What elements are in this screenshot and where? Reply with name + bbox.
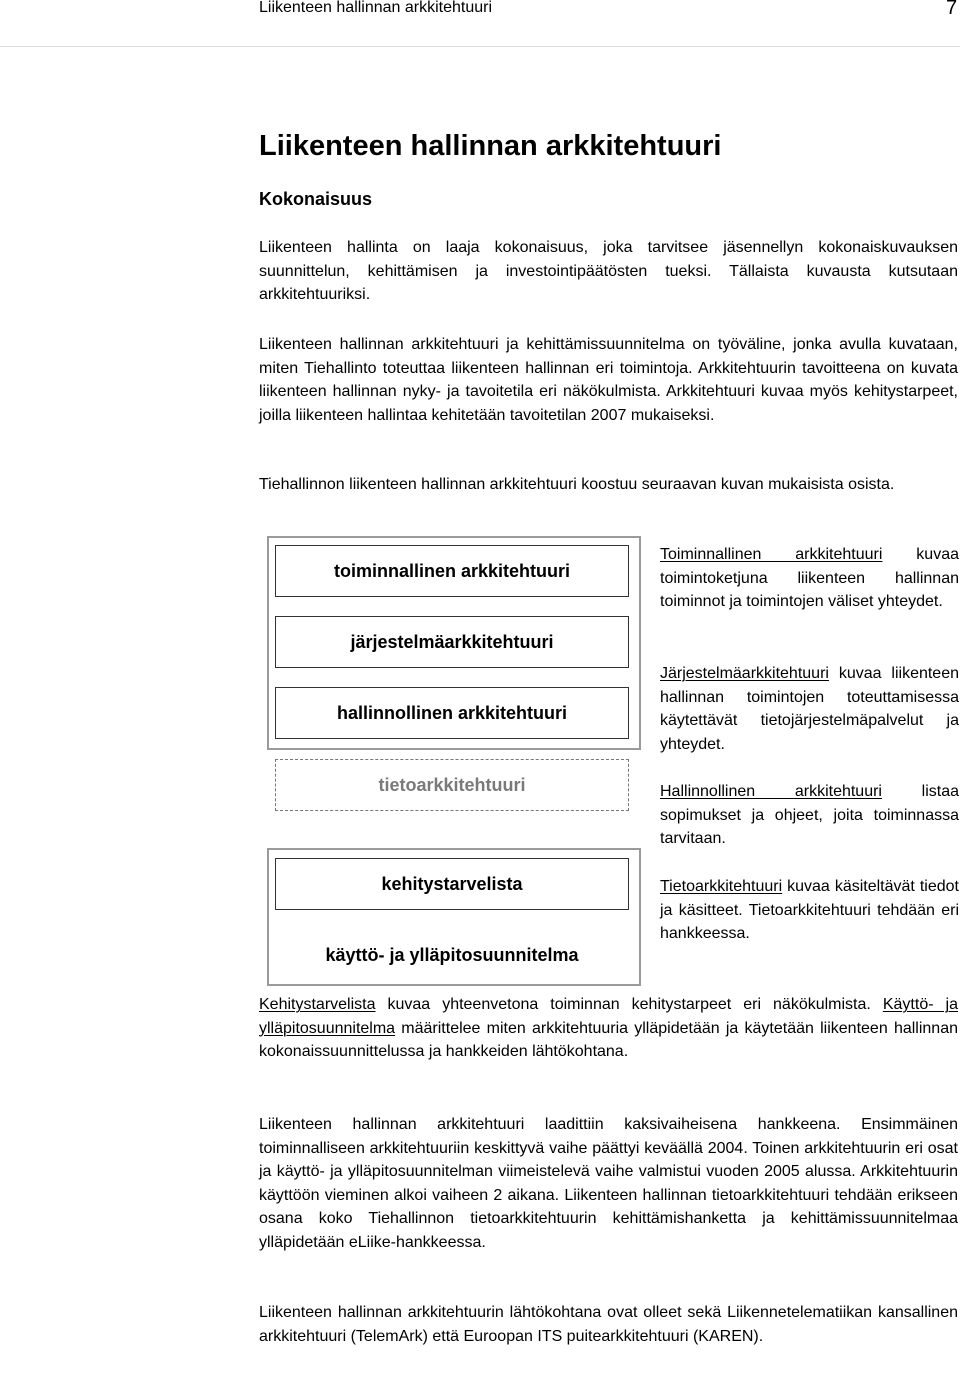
intro-paragraph-1: Liikenteen hallinta on laaja kokonaisuus, joka tarvitsee jäsennellyn kokonaiskuvauksen suunnittelun, kehittämisen ja investointipäätösten tueksi. Tällaista kuvausta kutsutaan arkkitehtuuriksi. [259, 239, 958, 303]
page-number: 7 [946, 0, 958, 19]
body-paragraph-1 [259, 993, 958, 1064]
section-heading: Kokonaisuus [259, 189, 373, 209]
description-term: Tietoarkkitehtuuri [660, 878, 783, 895]
page-title: Liikenteen hallinnan arkkitehtuuri [259, 130, 722, 162]
intro-paragraph-2: Liikenteen hallinnan arkkitehtuuri ja kehittämissuunnitelma on työväline, jonka avulla kuvataan, miten Tiehallinto toteuttaa liikenteen hallinnan eri toimintoja. Arkkitehtuurin tavoitteena on kuvata liikenteen hallinnan nyky- ja tavoitetila eri näkökulmista. Arkkitehtuuri kuvaa myös kehitystarpeet, joilla liikenteen hallintaa kehitetään tavoitetilan 2007 mukaiseksi. [259, 336, 958, 424]
description-information [660, 875, 959, 946]
term-maintenance-plan: Käyttö- ja ylläpitosuunnitelma [259, 996, 958, 1037]
term-development-needs: Kehitystarvelista [259, 996, 376, 1013]
architecture-diagram [267, 536, 641, 986]
description-term: Järjestelmäarkkitehtuuri [660, 665, 829, 682]
box-functional-architecture: toiminnallinen arkkitehtuuri [275, 545, 629, 597]
description-text: kuvaa toimintoketjuna liikenteen hallinnan toiminnot ja toimintojen väliset yhteydet. [660, 546, 959, 610]
description-term: Toiminnallinen arkkitehtuuri [660, 546, 883, 563]
running-header [0, 0, 960, 48]
box-administrative-architecture: hallinnollinen arkkitehtuuri [275, 687, 629, 739]
description-text: kuvaa käsiteltävät tiedot ja käsitteet. Tietoarkkitehtuuri tehdään eri hankkeessa. [660, 878, 959, 942]
running-title: Liikenteen hallinnan arkkitehtuuri [259, 0, 493, 16]
body-text: kuvaa yhteenvetona toiminnan kehitystarpeet eri näkökulmista. [375, 996, 883, 1013]
description-term: Hallinnollinen arkkitehtuuri [660, 783, 882, 800]
intro-paragraph-3: Tiehallinnon liikenteen hallinnan arkkitehtuuri koostuu seuraavan kuvan mukaisista osista. [259, 476, 895, 493]
description-administrative [660, 780, 959, 851]
description-text: listaa sopimukset ja ohjeet, joita toiminnassa tarvitaan. [660, 783, 959, 847]
body-text: määrittelee miten arkkitehtuuria ylläpidetään ja käytetään liikenteen hallinnan kokonaissuunnittelussa ja hankkeiden lähtökohtana. [259, 1019, 958, 1060]
box-information-architecture: tietoarkkitehtuuri [275, 759, 629, 811]
box-maintenance-plan: käyttö- ja ylläpitosuunnitelma [325, 944, 579, 965]
box-system-architecture: järjestelmäarkkitehtuuri [275, 616, 629, 668]
box-development-needs-list: kehitystarvelista [275, 858, 629, 910]
description-system [660, 662, 959, 756]
body-paragraph-2: Liikenteen hallinnan arkkitehtuuri laadittiin kaksivaiheisena hankkeena. Ensimmäinen toiminnalliseen arkkitehtuuriin keskittyvä vaihe päättyi keväällä 2004. Toinen arkkitehtuurin eri osat ja käyttö- ja ylläpitosuunnitelman viimeistelevä vaihe valmistui vuoden 2005 alussa. Arkkitehtuurin käyttöön vieminen alkoi vaiheen 2 aikana. Liikenteen hallinnan tietoarkkitehtuuri tehdään erikseen osana koko Tiehallinnon tietoarkkitehtuurin kehittämishanketta ja kehittämissuunnitelmaa ylläpidetään eLiike-hankkeessa. [259, 1116, 958, 1251]
description-text: kuvaa liikenteen hallinnan toimintojen toteuttamisessa käytettävät tietojärjestelmäpalvelut ja yhteydet. [660, 665, 959, 753]
header-divider [0, 46, 960, 47]
body-paragraph-3: Liikenteen hallinnan arkkitehtuurin lähtökohtana ovat olleet sekä Liikennetelematiikan kansallinen arkkitehtuuri (TelemArk) että Euroopan ITS puitearkkitehtuuri (KAREN). [259, 1304, 958, 1345]
description-functional [660, 543, 959, 614]
